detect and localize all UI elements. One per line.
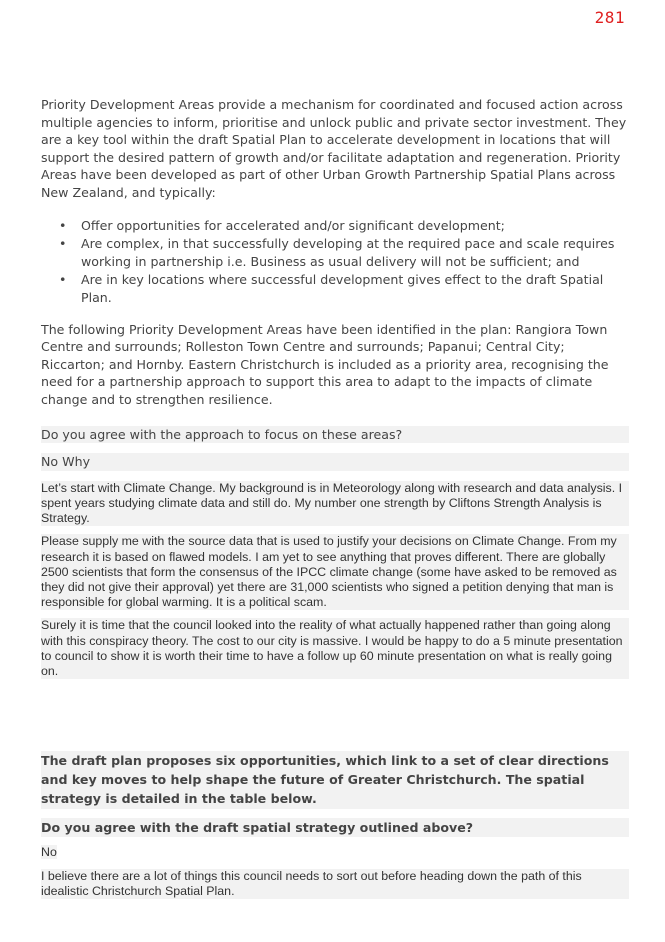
answer-1: No Why	[41, 453, 629, 471]
list-item: • Are complex, in that successfully developing at the required pace and scale requires working in partnership i.e. Business as usual delivery will not be sufficient; and	[41, 235, 629, 270]
page-number: 281	[594, 8, 625, 27]
response-paragraph: Let’s start with Climate Change. My background is in Meteorology along with research and data analysis. I spent years studying climate data and still do. My number one strength by Cliftons Strength Analysis is Strategy.	[41, 481, 629, 527]
response-paragraph: Surely it is time that the council looked into the reality of what actually happened rather than going along with this conspiracy theory. The cost to our city is massive. I would be happy to do a 5 minute presentation to council to show it is worth their time to have a follow up 60 minute presentation on what is really going on.	[41, 618, 629, 679]
question-2: Do you agree with the draft spatial strategy outlined above?	[41, 818, 629, 837]
response-paragraph: Please supply me with the source data that is used to justify your decisions on Climate Change. From my research it is based on flawed models. I am yet to see anything that proves different. There are globally 2500 scientists that form the consensus of the IPCC climate change (some have asked to be removed as they did not give their approval) yet there are 31,000 scientists who signed a petition denying that man is responsible for global warming. It is a political scam.	[41, 534, 629, 610]
areas-paragraph: The following Priority Development Areas have been identified in the plan: Rangiora Town Centre and surrounds; Rolleston Town Centre and surrounds; Papanui; Central City; Riccarton; and Hornby. Eastern Christchurch is included as a priority area, recognising the need for a partnership approach to support this area to adapt to the impacts of climate change and to strengthen resilience.	[41, 321, 609, 407]
intro-paragraph: Priority Development Areas provide a mechanism for coordinated and focused action across multiple agencies to inform, prioritise and unlock public and private sector investment. They are a key tool within the draft Spatial Plan to accelerate development in locations that will support the desired pattern of growth and/or facilitate adaptation and regeneration. Priority Areas have been developed as part of other Urban Growth Partnership Spatial Plans across New Zealand, and typically:	[41, 97, 627, 200]
list-item: • Offer opportunities for accelerated and/or significant development;	[41, 217, 629, 235]
section-priority-areas	[41, 96, 629, 679]
question-1: Do you agree with the approach to focus on these areas?	[41, 426, 629, 444]
list-item: • Are in key locations where successful development gives effect to the draft Spatial Plan.	[41, 271, 629, 306]
criteria-list	[41, 217, 629, 307]
opportunities-paragraph: The draft plan proposes six opportunities, which link to a set of clear directions and key moves to help shape the future of Greater Christchurch. The spatial strategy is detailed in the table below.	[41, 751, 629, 809]
answer-2: No	[41, 845, 57, 859]
response-2: I believe there are a lot of things this council needs to sort out before heading down the path of this idealistic Christchurch Spatial Plan.	[41, 869, 629, 899]
